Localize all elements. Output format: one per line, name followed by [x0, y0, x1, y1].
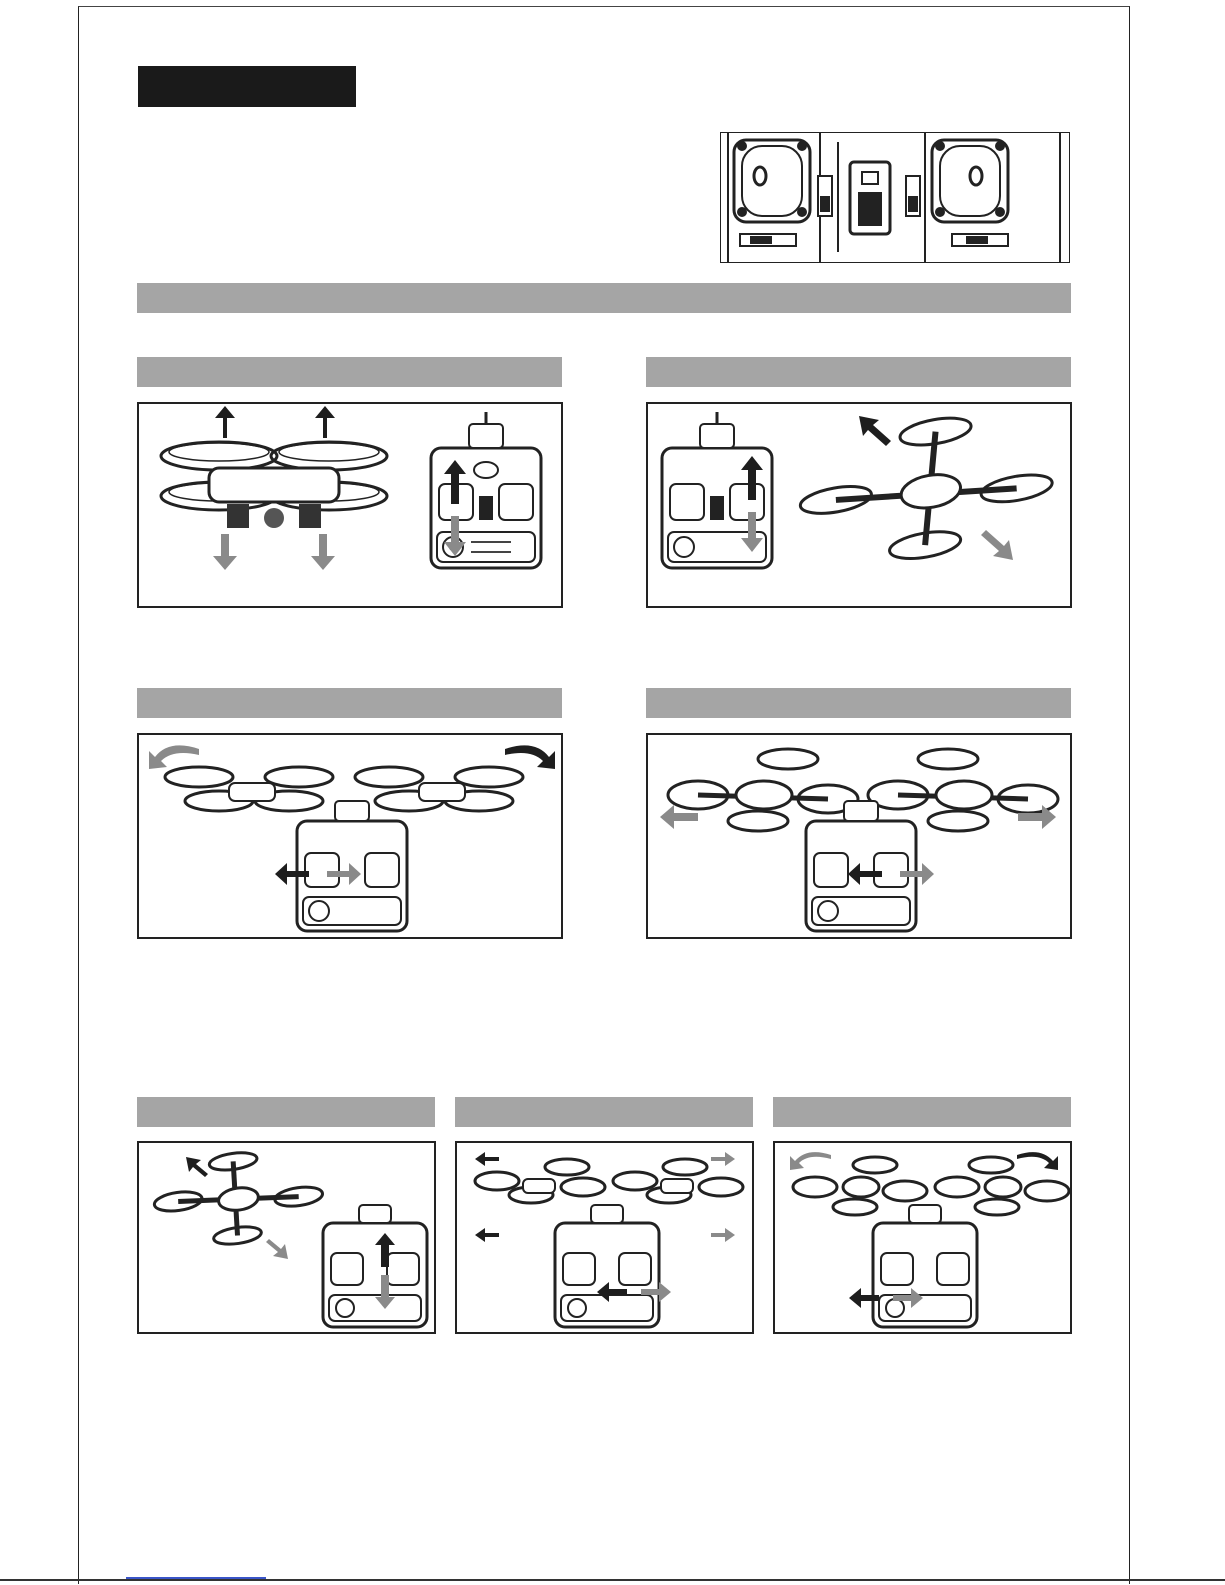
panel-sideways: [646, 733, 1072, 939]
trim-pitch-illustration: [139, 1143, 436, 1334]
footer-link-underline[interactable]: [126, 1577, 266, 1579]
panel-trim-turning: [773, 1141, 1072, 1334]
section-header-tab: [138, 66, 356, 107]
panel-title-bar-2: [646, 357, 1071, 387]
panel-trim-forward-backward: [137, 1141, 436, 1334]
panel-title-bar-6: [455, 1097, 753, 1127]
panel-title-bar-5: [137, 1097, 435, 1127]
panel-title-bar-7: [773, 1097, 1071, 1127]
bottom-rule: [0, 1579, 1225, 1581]
drone-roll-illustration: [648, 735, 1072, 939]
panel-title-bar-1: [137, 357, 562, 387]
drone-yaw-illustration: [139, 735, 563, 939]
trim-yaw-illustration: [775, 1143, 1072, 1334]
drone-pitch-illustration: [648, 404, 1072, 608]
remote-closeup-icon: [720, 132, 1070, 263]
section-bar: [137, 283, 1071, 313]
drone-throttle-illustration: [139, 404, 563, 608]
panel-title-bar-4: [646, 688, 1071, 718]
panel-ascend-descend: [137, 402, 563, 608]
panel-title-bar-3: [137, 688, 562, 718]
remote-control-closeup: [720, 132, 1070, 263]
panel-turn-left-right: [137, 733, 563, 939]
trim-roll-illustration: [457, 1143, 754, 1334]
panel-trim-sideways: [455, 1141, 754, 1334]
panel-forward-backward: [646, 402, 1072, 608]
